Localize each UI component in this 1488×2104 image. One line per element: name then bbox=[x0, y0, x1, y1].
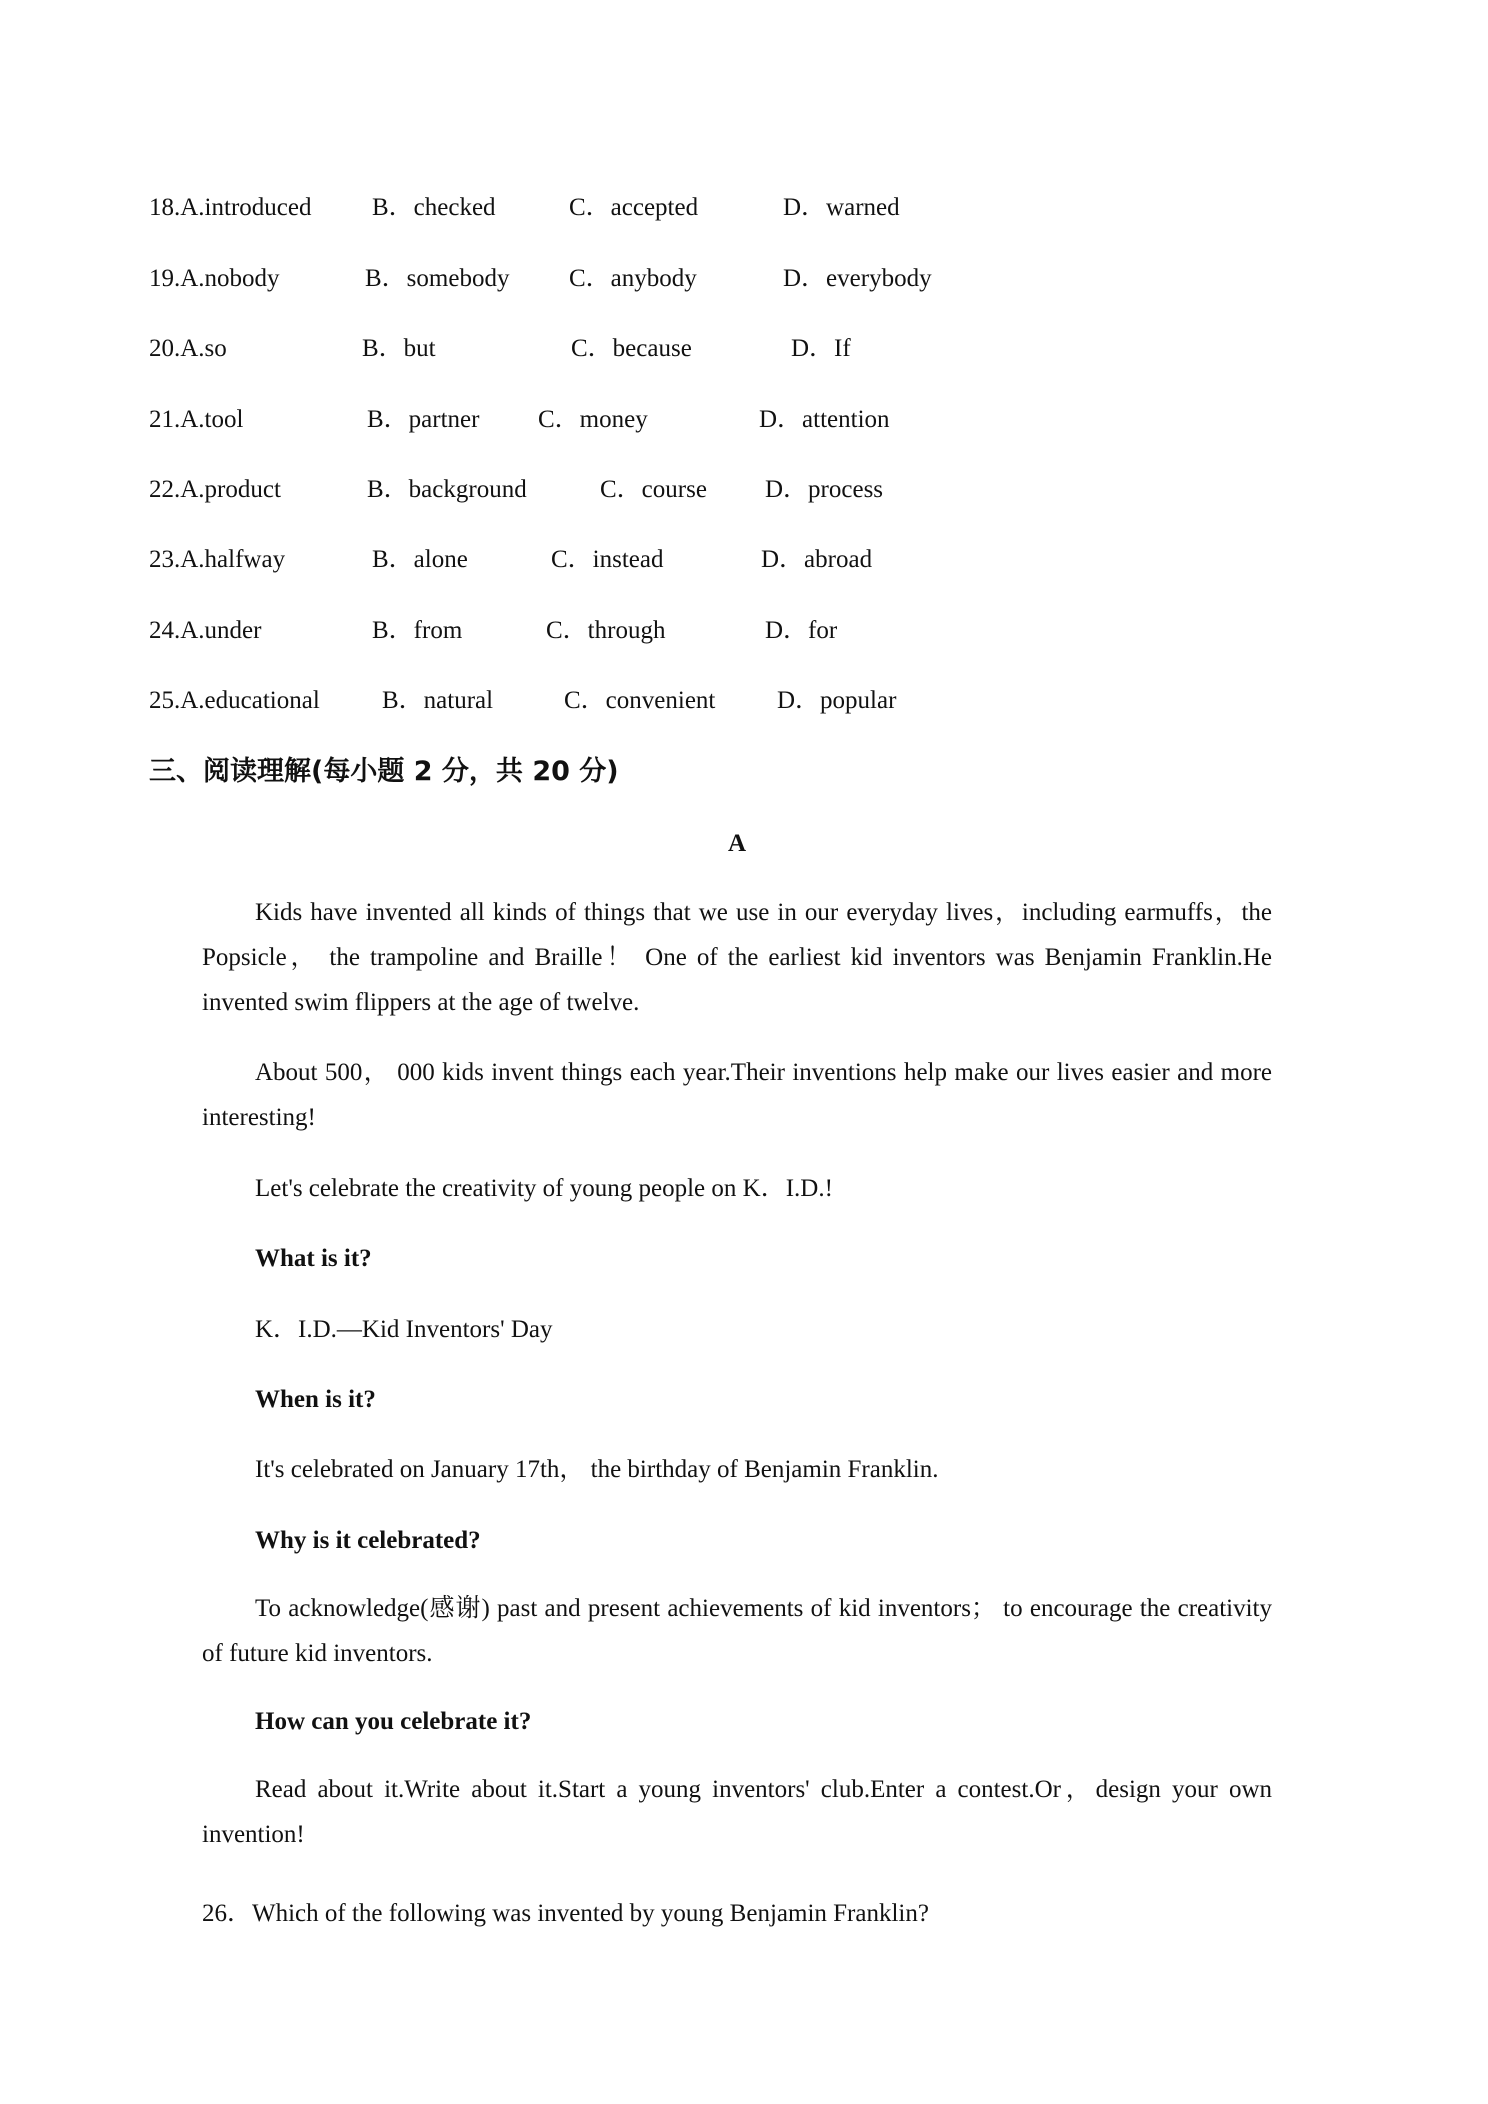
option-a: 21.A.tool bbox=[149, 406, 244, 433]
option-d: D．attention bbox=[759, 406, 890, 433]
option-c: C．because bbox=[571, 335, 692, 362]
option-c: C．through bbox=[546, 617, 666, 644]
subheading-how: How can you celebrate it? bbox=[255, 1708, 532, 1735]
paragraph-celebrate: Let's celebrate the creativity of young people on K．I.D.! bbox=[255, 1175, 833, 1202]
subheading-what: What is it? bbox=[255, 1245, 372, 1272]
option-d: D．for bbox=[765, 617, 838, 644]
option-d: D．process bbox=[765, 476, 884, 503]
option-c: C．accepted bbox=[569, 194, 699, 221]
passage-label: A bbox=[727, 830, 747, 857]
option-a: 20.A.so bbox=[149, 335, 227, 362]
section-heading: 三、阅读理解(每小题 2 分，共 20 分) bbox=[149, 756, 619, 787]
option-c: C．money bbox=[538, 406, 648, 433]
option-c: C．convenient bbox=[564, 687, 716, 714]
option-b: B．background bbox=[367, 476, 527, 503]
answer-what: K．I.D.—Kid Inventors' Day bbox=[255, 1316, 553, 1343]
option-a: 23.A.halfway bbox=[149, 546, 286, 573]
option-a: 25.A.educational bbox=[149, 687, 320, 714]
question-26: 26．Which of the following was invented by young Benjamin Franklin? bbox=[202, 1900, 929, 1927]
option-b: B．checked bbox=[372, 194, 496, 221]
answer-how: Read about it.Write about it.Start a young inventors' club.Enter a contest.Or，design your own invention! bbox=[202, 1776, 1272, 1848]
option-a: 22.A.product bbox=[149, 476, 281, 503]
option-d: D．everybody bbox=[783, 265, 932, 292]
option-d: D．popular bbox=[777, 687, 897, 714]
answer-why: To acknowledge(感谢) past and present achievements of kid inventors； to encourage the creativity of future kid inventors. bbox=[202, 1595, 1272, 1667]
option-b: B．alone bbox=[372, 546, 468, 573]
option-b: B．natural bbox=[382, 687, 494, 714]
answer-when: It's celebrated on January 17th， the birthday of Benjamin Franklin. bbox=[255, 1456, 939, 1483]
option-c: C．course bbox=[600, 476, 707, 503]
option-c: C．anybody bbox=[569, 265, 697, 292]
option-a: 24.A.under bbox=[149, 617, 262, 644]
option-c: C．instead bbox=[551, 546, 664, 573]
option-d: D．abroad bbox=[761, 546, 873, 573]
paragraph-stats: About 500， 000 kids invent things each year.Their inventions help make our lives easier and more interesting! bbox=[202, 1059, 1272, 1131]
option-b: B．but bbox=[362, 335, 436, 362]
option-b: B．partner bbox=[367, 406, 480, 433]
option-b: B．from bbox=[372, 617, 463, 644]
option-d: D．If bbox=[791, 335, 851, 362]
option-a: 18.A.introduced bbox=[149, 194, 312, 221]
option-d: D．warned bbox=[783, 194, 900, 221]
subheading-when: When is it? bbox=[255, 1386, 376, 1413]
option-b: B．somebody bbox=[365, 265, 510, 292]
subheading-why: Why is it celebrated? bbox=[255, 1527, 481, 1554]
option-a: 19.A.nobody bbox=[149, 265, 280, 292]
paragraph-intro: Kids have invented all kinds of things that we use in our everyday lives，including earmuffs，the Popsicle， the trampoline and Braille！ One of the earliest kid inventors was Benjamin Franklin.He invented swim flippers at the age of twelve. bbox=[202, 899, 1272, 1016]
